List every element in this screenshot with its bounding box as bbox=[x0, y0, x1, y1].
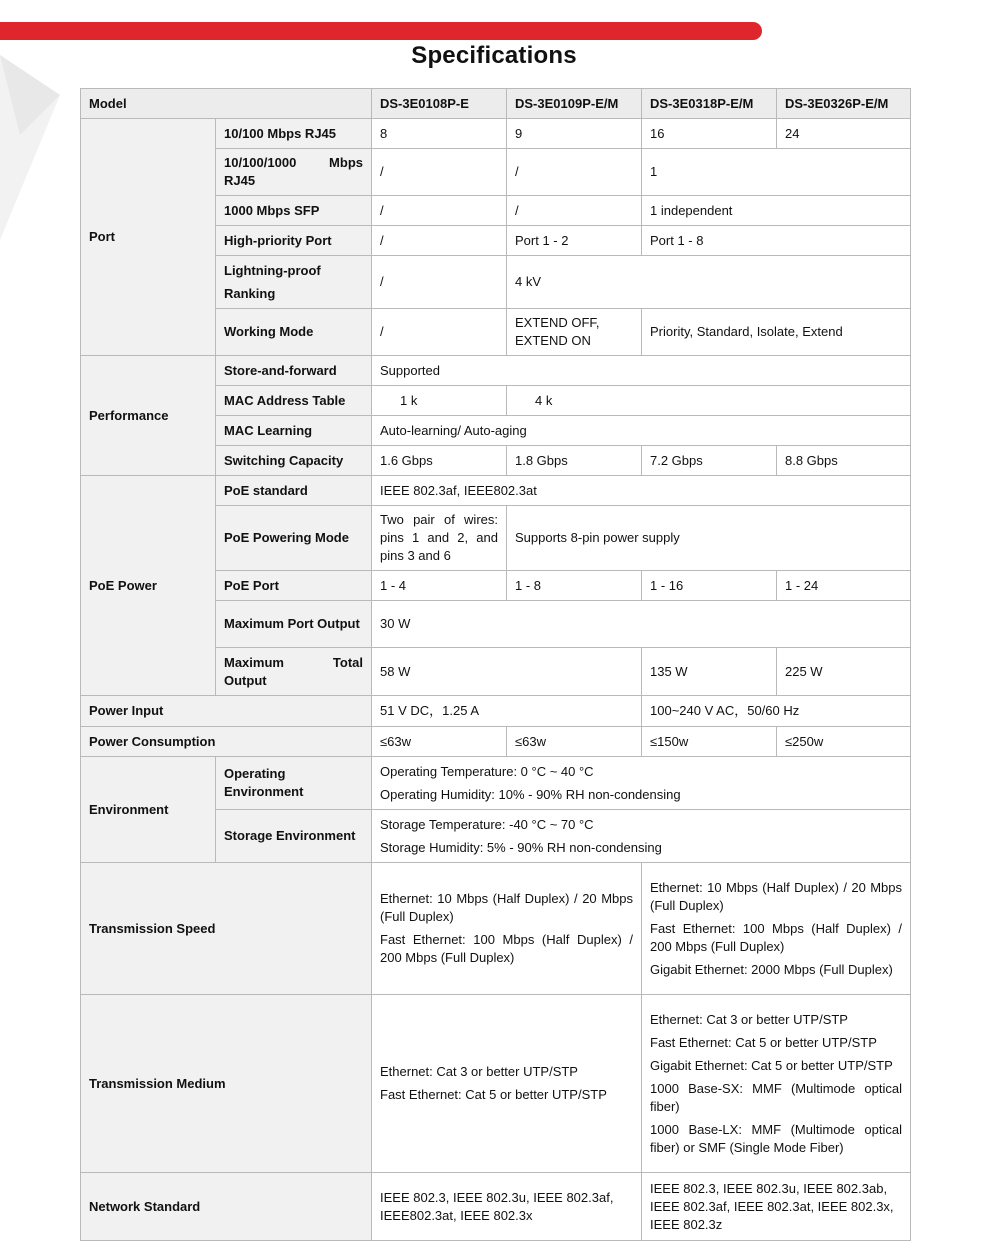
table-cell: 1 - 16 bbox=[642, 571, 777, 601]
row-label: Operating Environment bbox=[216, 757, 372, 810]
table-row bbox=[81, 476, 911, 506]
row-label: Power Consumption bbox=[81, 727, 372, 757]
table-cell: 1 - 24 bbox=[777, 571, 911, 601]
row-label: Maximum Total Output bbox=[216, 648, 372, 696]
table-row bbox=[81, 727, 911, 757]
group-label-performance: Performance bbox=[81, 356, 216, 476]
decorative-triangle-icon bbox=[0, 40, 70, 250]
row-label: MAC Address Table bbox=[216, 386, 372, 416]
row-label: Network Standard bbox=[81, 1173, 372, 1241]
table-cell: / bbox=[372, 149, 507, 196]
table-row bbox=[81, 119, 911, 149]
table-cell: Port 1 - 8 bbox=[642, 226, 911, 256]
table-cell bbox=[372, 810, 911, 863]
table-cell: 24 bbox=[777, 119, 911, 149]
table-cell: Auto-learning/ Auto-aging bbox=[372, 416, 911, 446]
table-cell: / bbox=[372, 226, 507, 256]
table-cell: 30 W bbox=[372, 601, 911, 648]
table-row bbox=[81, 1173, 911, 1241]
spec-line: Ethernet: 10 Mbps (Half Duplex) / 20 Mbps (Full Duplex) bbox=[650, 879, 902, 913]
row-label: MAC Learning bbox=[216, 416, 372, 446]
table-cell: IEEE 802.3, IEEE 802.3u, IEEE 802.3ab, IEEE 802.3af, IEEE 802.3at, IEEE 802.3x, IEEE 802.3z bbox=[642, 1173, 911, 1241]
spec-line: Ethernet: Cat 3 or better UTP/STP bbox=[380, 1064, 578, 1079]
row-label: Transmission Speed bbox=[81, 863, 372, 995]
spec-line: Gigabit Ethernet: Cat 5 or better UTP/STP bbox=[650, 1057, 893, 1073]
table-cell: EXTEND OFF, EXTEND ON bbox=[507, 309, 642, 356]
row-label: 1000 Mbps SFP bbox=[216, 196, 372, 226]
row-label: PoE Port bbox=[216, 571, 372, 601]
table-cell: 135 W bbox=[642, 648, 777, 696]
row-label: Transmission Medium bbox=[81, 995, 372, 1173]
spec-line: Fast Ethernet: Cat 5 or better UTP/STP bbox=[650, 1034, 877, 1050]
table-cell: 1 bbox=[642, 149, 911, 196]
spec-line: Fast Ethernet: 100 Mbps (Half Duplex) / 200 Mbps (Full Duplex) bbox=[380, 932, 633, 965]
row-label: Maximum Port Output bbox=[216, 601, 372, 648]
table-cell: Priority, Standard, Isolate, Extend bbox=[642, 309, 911, 356]
table-cell: 8.8 Gbps bbox=[777, 446, 911, 476]
spec-line: 1000 Base-SX: MMF (Multimode optical fiber) bbox=[650, 1080, 902, 1114]
group-label-poe: PoE Power bbox=[81, 476, 216, 696]
table-row bbox=[81, 356, 911, 386]
spec-line: Fast Ethernet: Cat 5 or better UTP/STP bbox=[380, 1087, 607, 1102]
table-cell: 1.6 Gbps bbox=[372, 446, 507, 476]
table-cell bbox=[642, 863, 911, 995]
table-cell: 7.2 Gbps bbox=[642, 446, 777, 476]
row-label: Storage Environment bbox=[216, 810, 372, 863]
row-label: PoE Powering Mode bbox=[216, 506, 372, 571]
spec-line: Operating Temperature: 0 °C ~ 40 °C bbox=[380, 764, 594, 779]
table-cell bbox=[372, 863, 642, 995]
table-cell: 1 independent bbox=[642, 196, 911, 226]
row-label: High-priority Port bbox=[216, 226, 372, 256]
spec-line: Storage Humidity: 5% - 90% RH non-condensing bbox=[380, 840, 662, 855]
row-label: Working Mode bbox=[216, 309, 372, 356]
table-row bbox=[81, 696, 911, 727]
table-cell: 58 W bbox=[372, 648, 642, 696]
table-cell: / bbox=[372, 256, 507, 309]
table-header-row bbox=[81, 89, 911, 119]
table-cell: Supports 8-pin power supply bbox=[507, 506, 911, 571]
table-cell: ≤250w bbox=[777, 727, 911, 757]
spec-line: Gigabit Ethernet: 2000 Mbps (Full Duplex) bbox=[650, 961, 893, 977]
brand-red-bar bbox=[0, 22, 762, 40]
table-cell: 100~240 V AC，50/60 Hz bbox=[642, 696, 911, 727]
table-cell: IEEE 802.3, IEEE 802.3u, IEEE 802.3af, IEEE802.3at, IEEE 802.3x bbox=[372, 1173, 642, 1241]
table-cell: ≤63w bbox=[507, 727, 642, 757]
model-name: DS-3E0108P-E bbox=[372, 89, 507, 119]
table-cell: Port 1 - 2 bbox=[507, 226, 642, 256]
table-cell: ≤63w bbox=[372, 727, 507, 757]
table-cell: 51 V DC，1.25 A bbox=[372, 696, 642, 727]
row-label: 10/100 Mbps RJ45 bbox=[216, 119, 372, 149]
row-label bbox=[216, 256, 372, 309]
table-cell: 225 W bbox=[777, 648, 911, 696]
table-cell: 1 - 4 bbox=[372, 571, 507, 601]
row-label: PoE standard bbox=[216, 476, 372, 506]
table-row bbox=[81, 863, 911, 995]
table-cell: 4 kV bbox=[507, 256, 911, 309]
spec-line: Ethernet: 10 Mbps (Half Duplex) / 20 Mbps (Full Duplex) bbox=[380, 891, 633, 924]
row-label-line: Ranking bbox=[224, 286, 276, 301]
spec-line: Storage Temperature: -40 °C ~ 70 °C bbox=[380, 817, 594, 832]
table-cell bbox=[372, 995, 642, 1173]
table-row bbox=[81, 995, 911, 1173]
row-label: Power Input bbox=[81, 696, 372, 727]
table-cell: / bbox=[372, 196, 507, 226]
table-cell: / bbox=[372, 309, 507, 356]
page-title: Specifications bbox=[411, 42, 577, 69]
model-name: DS-3E0326P-E/M bbox=[777, 89, 911, 119]
spec-line: Fast Ethernet: 100 Mbps (Half Duplex) / 200 Mbps (Full Duplex) bbox=[650, 920, 902, 954]
group-label-environment: Environment bbox=[81, 757, 216, 863]
table-cell bbox=[642, 995, 911, 1173]
specifications-table bbox=[80, 88, 911, 1241]
table-cell: / bbox=[507, 196, 642, 226]
table-row bbox=[81, 757, 911, 810]
model-label: Model bbox=[81, 89, 372, 119]
table-cell: 4 k bbox=[507, 386, 911, 416]
table-cell: 1 k bbox=[372, 386, 507, 416]
model-name: DS-3E0109P-E/M bbox=[507, 89, 642, 119]
table-cell: ≤150w bbox=[642, 727, 777, 757]
table-cell: Two pair of wires: pins 1 and 2, and pins 3 and 6 bbox=[372, 506, 507, 571]
spec-line: Operating Humidity: 10% - 90% RH non-condensing bbox=[380, 787, 681, 802]
table-cell: 1 - 8 bbox=[507, 571, 642, 601]
table-cell: Supported bbox=[372, 356, 911, 386]
table-cell: 16 bbox=[642, 119, 777, 149]
table-cell bbox=[372, 757, 911, 810]
row-label-line: Lightning-proof bbox=[224, 263, 321, 278]
row-label: Switching Capacity bbox=[216, 446, 372, 476]
spec-line: 1000 Base-LX: MMF (Multimode optical fiber) or SMF (Single Mode Fiber) bbox=[650, 1121, 902, 1155]
table-cell: / bbox=[507, 149, 642, 196]
table-cell: 1.8 Gbps bbox=[507, 446, 642, 476]
group-label-port: Port bbox=[81, 119, 216, 356]
table-cell: IEEE 802.3af, IEEE802.3at bbox=[372, 476, 911, 506]
spec-line: Ethernet: Cat 3 or better UTP/STP bbox=[650, 1011, 848, 1027]
model-name: DS-3E0318P-E/M bbox=[642, 89, 777, 119]
table-cell: 8 bbox=[372, 119, 507, 149]
row-label: Store-and-forward bbox=[216, 356, 372, 386]
table-cell: 9 bbox=[507, 119, 642, 149]
row-label: 10/100/1000 Mbps RJ45 bbox=[216, 149, 372, 196]
